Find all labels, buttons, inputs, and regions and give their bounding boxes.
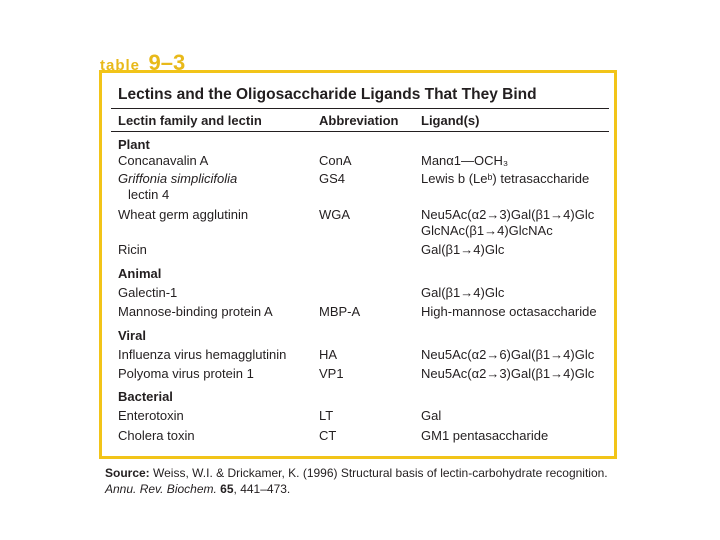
lectin-name: Mannose-binding protein A: [118, 304, 273, 319]
source-label: Source:: [105, 466, 150, 480]
lectin-abbreviation: ConA: [319, 153, 352, 168]
lectin-ligand-secondary: GlcNAc(β1→4)GlcNAc: [421, 223, 553, 238]
lectin-ligand: Lewis b (Leᵇ) tetrasaccharide: [421, 171, 590, 186]
lectin-ligand: Neu5Ac(α2→3)Gal(β1→4)Glc: [421, 366, 595, 381]
lectin-abbreviation: HA: [319, 347, 338, 362]
category-viral: Viral: [118, 328, 146, 343]
lectin-name: Influenza virus hemagglutinin: [118, 347, 287, 362]
lectin-abbreviation: CT: [319, 428, 337, 443]
header-rule: [111, 131, 609, 132]
table-title: Lectins and the Oligosaccharide Ligands That They Bind: [118, 86, 537, 103]
category-animal: Animal: [118, 266, 162, 281]
header-ligands: Ligand(s): [421, 113, 480, 128]
source-volume: 65: [216, 482, 234, 496]
lectin-ligand: High-mannose octasaccharide: [421, 304, 597, 319]
lectin-ligand: Manα1—OCH₃: [421, 153, 509, 168]
lectin-abbreviation: LT: [319, 408, 334, 423]
lectin-name: Wheat germ agglutinin: [118, 207, 249, 222]
lectin-name: Galectin-1: [118, 285, 178, 300]
source-authors-title: Weiss, W.I. & Drickamer, K. (1996) Structural basis of lectin-carbohydrate recognition.: [149, 466, 608, 480]
header-lectin-family: Lectin family and lectin: [118, 113, 262, 128]
lectin-name: Enterotoxin: [118, 408, 184, 423]
table-label-word: table: [100, 57, 141, 74]
table-frame: [99, 70, 617, 459]
source-citation: [105, 465, 608, 497]
lectin-name: Cholera toxin: [118, 428, 195, 443]
category-bacterial: Bacterial: [118, 389, 173, 404]
source-line-1: [105, 465, 608, 481]
source-journal: Annu. Rev. Biochem.: [105, 482, 217, 496]
table-number: 9–3: [148, 50, 186, 75]
lectin-name-continued: lectin 4: [128, 187, 170, 202]
header-abbreviation: Abbreviation: [319, 113, 399, 128]
lectin-name: Ricin: [118, 242, 147, 257]
lectin-ligand: Gal: [421, 408, 442, 423]
lectin-name: Griffonia simplicifolia: [118, 171, 238, 186]
lectin-ligand: Gal(β1→4)Glc: [421, 242, 505, 257]
lectin-name: Concanavalin A: [118, 153, 209, 168]
lectin-ligand: GM1 pentasaccharide: [421, 428, 549, 443]
title-rule: [111, 108, 609, 109]
category-plant: Plant: [118, 137, 150, 152]
source-line-2: [105, 481, 608, 497]
lectin-abbreviation: GS4: [319, 171, 346, 186]
lectin-ligand: Neu5Ac(α2→6)Gal(β1→4)Glc: [421, 347, 595, 362]
lectin-abbreviation: MBP-A: [319, 304, 361, 319]
lectin-name: Polyoma virus protein 1: [118, 366, 254, 381]
lectin-ligand: Neu5Ac(α2→3)Gal(β1→4)Glc: [421, 207, 595, 222]
lectin-abbreviation: WGA: [319, 207, 351, 222]
lectin-ligand: Gal(β1→4)Glc: [421, 285, 505, 300]
lectin-abbreviation: VP1: [319, 366, 344, 381]
source-pages: , 441–473.: [233, 482, 291, 496]
